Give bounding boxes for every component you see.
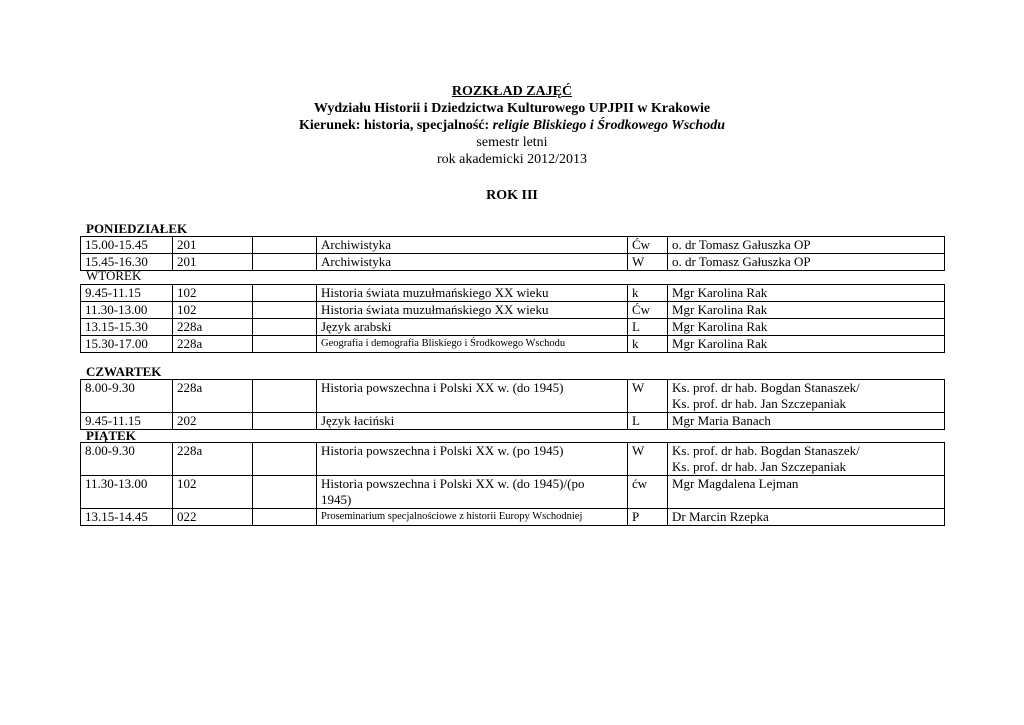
schedule-table-friday: [80, 442, 945, 526]
table-row: [81, 285, 945, 302]
table-row: [81, 443, 945, 476]
room-cell: 228a: [173, 380, 253, 413]
time-cell: 15.30-17.00: [81, 336, 173, 353]
room-cell: 102: [173, 285, 253, 302]
teacher-cell: [668, 380, 945, 413]
teacher-cell: Dr Marcin Rzepka: [668, 509, 945, 526]
time-cell: 8.00-9.30: [81, 380, 173, 413]
day-label-friday: PIĄTEK: [86, 428, 136, 443]
table-row: [81, 509, 945, 526]
course-cell: Proseminarium specjalnościowe z historii Europy Wschodniej: [317, 509, 628, 526]
teacher-cell: Mgr Karolina Rak: [668, 336, 945, 353]
type-cell: P: [628, 509, 668, 526]
schedule-table-monday: [80, 236, 945, 271]
empty-cell: [253, 237, 317, 254]
empty-cell: [253, 476, 317, 509]
room-cell: 228a: [173, 336, 253, 353]
time-cell: 11.30-13.00: [81, 476, 173, 509]
time-cell: 13.15-15.30: [81, 319, 173, 336]
course-line-1: Historia powszechna i Polski XX w. (do 1945)/(po: [321, 476, 585, 491]
course-cell: [317, 476, 628, 509]
document-header: [0, 83, 1024, 168]
empty-cell: [253, 509, 317, 526]
type-cell: L: [628, 413, 668, 430]
empty-cell: [253, 285, 317, 302]
table-row: [81, 319, 945, 336]
semester: semestr letni: [476, 135, 548, 150]
time-cell: 15.00-15.45: [81, 237, 173, 254]
empty-cell: [253, 254, 317, 271]
type-cell: L: [628, 319, 668, 336]
time-cell: 9.45-11.15: [81, 285, 173, 302]
time-cell: 9.45-11.15: [81, 413, 173, 430]
academic-year: rok akademicki 2012/2013: [436, 152, 588, 167]
teacher-line-2: Ks. prof. dr hab. Jan Szczepaniak: [672, 459, 846, 474]
day-label-monday: PONIEDZIAŁEK: [86, 221, 188, 236]
time-cell: 11.30-13.00: [81, 302, 173, 319]
empty-cell: [253, 302, 317, 319]
teacher-cell: o. dr Tomasz Gałuszka OP: [668, 237, 945, 254]
empty-cell: [253, 319, 317, 336]
teacher-line-1: Ks. prof. dr hab. Bogdan Stanaszek/: [672, 380, 860, 395]
course-cell: Historia powszechna i Polski XX w. (po 1945): [317, 443, 628, 476]
field-of-study: [0, 117, 1024, 134]
type-cell: W: [628, 254, 668, 271]
schedule-table-tuesday: [80, 284, 945, 353]
room-cell: 102: [173, 302, 253, 319]
course-cell: Język łaciński: [317, 413, 628, 430]
year-level: ROK III: [486, 188, 538, 203]
empty-cell: [253, 380, 317, 413]
table-row: [81, 476, 945, 509]
course-cell: Historia świata muzułmańskiego XX wieku: [317, 285, 628, 302]
schedule-table-thursday: [80, 379, 945, 430]
room-cell: 202: [173, 413, 253, 430]
room-cell: 022: [173, 509, 253, 526]
empty-cell: [253, 336, 317, 353]
day-label-tuesday: WTOREK: [86, 268, 142, 283]
teacher-cell: Mgr Karolina Rak: [668, 319, 945, 336]
type-cell: W: [628, 380, 668, 413]
teacher-cell: Mgr Magdalena Lejman: [668, 476, 945, 509]
table-row: [81, 380, 945, 413]
empty-cell: [253, 443, 317, 476]
course-cell: Historia powszechna i Polski XX w. (do 1945): [317, 380, 628, 413]
teacher-line-2: Ks. prof. dr hab. Jan Szczepaniak: [672, 396, 846, 411]
faculty-name: Wydziału Historii i Dziedzictwa Kulturowego UPJPII w Krakowie: [313, 101, 711, 116]
empty-cell: [253, 413, 317, 430]
type-cell: Ćw: [628, 237, 668, 254]
course-cell: Archiwistyka: [317, 237, 628, 254]
teacher-cell: [668, 443, 945, 476]
type-cell: k: [628, 285, 668, 302]
document-title: ROZKŁAD ZAJĘĆ: [451, 84, 573, 99]
course-cell: Historia świata muzułmańskiego XX wieku: [317, 302, 628, 319]
room-cell: 201: [173, 254, 253, 271]
teacher-line-1: Ks. prof. dr hab. Bogdan Stanaszek/: [672, 443, 860, 458]
day-label-thursday: CZWARTEK: [86, 364, 162, 379]
table-row: [81, 302, 945, 319]
course-cell: Język arabski: [317, 319, 628, 336]
course-cell: Geografia i demografia Bliskiego i Środkowego Wschodu: [317, 336, 628, 353]
room-cell: 102: [173, 476, 253, 509]
room-cell: 228a: [173, 319, 253, 336]
table-row: [81, 336, 945, 353]
room-cell: 201: [173, 237, 253, 254]
table-row: [81, 254, 945, 271]
room-cell: 228a: [173, 443, 253, 476]
table-row: [81, 237, 945, 254]
teacher-cell: Mgr Karolina Rak: [668, 302, 945, 319]
field-prefix: Kierunek: historia, specjalność:: [299, 118, 493, 133]
time-cell: 13.15-14.45: [81, 509, 173, 526]
type-cell: k: [628, 336, 668, 353]
teacher-cell: Mgr Karolina Rak: [668, 285, 945, 302]
time-cell: 15.45-16.30: [81, 254, 173, 271]
time-cell: 8.00-9.30: [81, 443, 173, 476]
type-cell: Ćw: [628, 302, 668, 319]
course-cell: Archiwistyka: [317, 254, 628, 271]
course-line-2: 1945): [321, 492, 352, 507]
teacher-cell: o. dr Tomasz Gałuszka OP: [668, 254, 945, 271]
type-cell: ćw: [628, 476, 668, 509]
table-row: [81, 413, 945, 430]
teacher-cell: Mgr Maria Banach: [668, 413, 945, 430]
field-specialty: religie Bliskiego i Środkowego Wschodu: [492, 118, 725, 133]
type-cell: W: [628, 443, 668, 476]
